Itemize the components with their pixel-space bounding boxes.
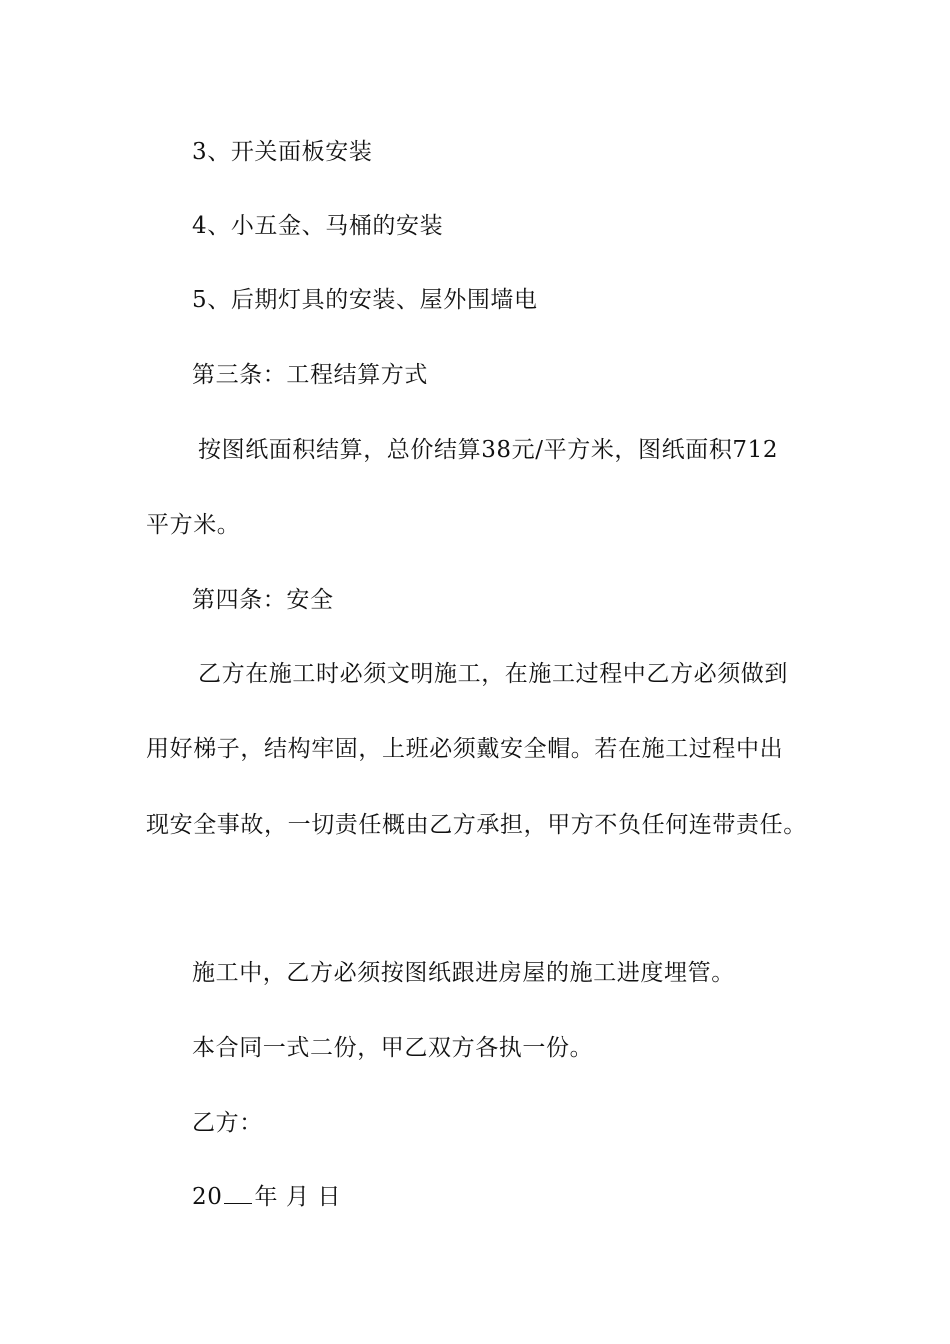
settlement-paragraph-line-1: 按图纸面积结算，总价结算38元/平方米，图纸面积712 (198, 437, 779, 463)
settlement-paragraph-line-2: 平方米。 (146, 512, 241, 538)
construction-pipe-paragraph: 施工中，乙方必须按图纸跟进房屋的施工进度埋管。 (192, 960, 735, 986)
contract-copies-paragraph: 本合同一式二份，甲乙双方各执一份。 (192, 1035, 594, 1061)
party-b-signature-label: 乙方： (192, 1110, 263, 1136)
item-lighting-wall-electric: 5、后期灯具的安装、屋外围墙电 (192, 287, 538, 313)
date-suffix: 年 月 日 (254, 1184, 342, 1210)
date-year-blank (224, 1183, 252, 1204)
article-three-heading: 第三条：工程结算方式 (192, 362, 428, 388)
item-hardware-toilet-install: 4、小五金、马桶的安装 (192, 213, 444, 239)
date-line (192, 1182, 341, 1212)
safety-paragraph-line-3: 现安全事故，一切责任概由乙方承担，甲方不负任何连带责任。 (146, 812, 807, 838)
date-year-prefix: 20 (192, 1184, 223, 1210)
safety-paragraph-line-2: 用好梯子，结构牢固，上班必须戴安全帽。若在施工过程中出 (146, 736, 784, 762)
article-four-heading: 第四条：安全 (192, 587, 334, 613)
item-switch-panel-install: 3、开关面板安装 (192, 139, 373, 165)
safety-paragraph-line-1: 乙方在施工时必须文明施工，在施工过程中乙方必须做到 (198, 661, 788, 687)
